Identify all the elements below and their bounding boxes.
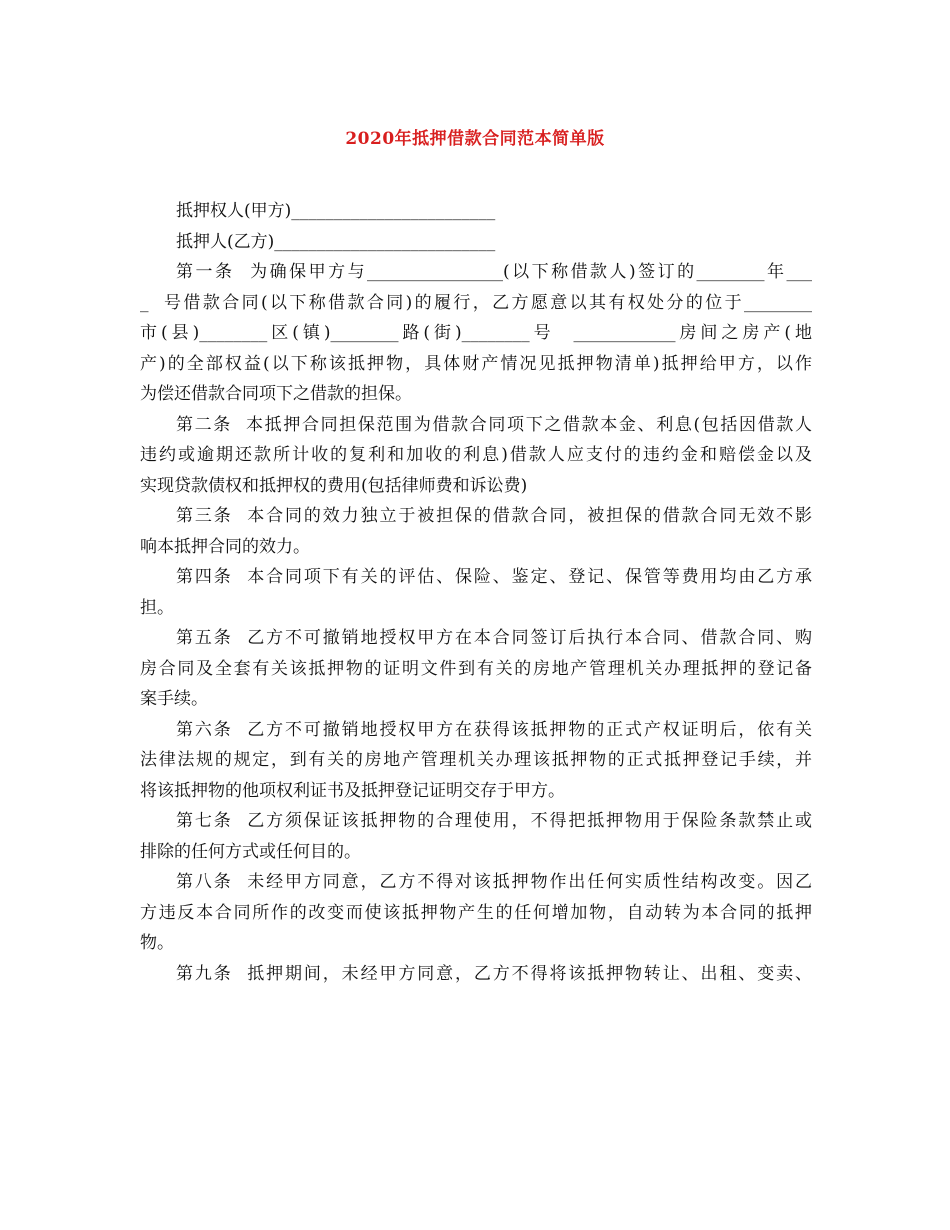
text-line: 抵押人(乙方)__________________________ <box>176 231 496 252</box>
text-line: 第九条 抵押期间，未经甲方同意，乙方不得将该抵押物转让、出租、变卖、 <box>176 963 812 984</box>
text-line: 物。 <box>140 933 174 953</box>
text-line: 响本抵押合同的效力。 <box>140 536 310 557</box>
document-body <box>140 196 812 989</box>
text-line: 产)的全部权益(以下称该抵押物，具体财产情况见抵押物清单)抵押给甲方，以作 <box>140 353 812 374</box>
text-line: 第三条 本合同的效力独立于被担保的借款合同，被担保的借款合同无效不影 <box>176 506 812 526</box>
text-line: 第六条 乙方不可撤销地授权甲方在获得该抵押物的正式产权证明后，依有关 <box>176 719 812 740</box>
text-line: 法律法规的规定，到有关的房地产管理机关办理该抵押物的正式抵押登记手续，并 <box>140 750 812 770</box>
text-line: 方违反本合同所作的改变而使该抵押物产生的任何增加物，自动转为本合同的抵押 <box>140 902 812 923</box>
text-line: 第四条 本合同项下有关的评估、保险、鉴定、登记、保管等费用均由乙方承 <box>176 567 812 587</box>
text-line: 案手续。 <box>140 689 208 709</box>
text-line: _ 号借款合同(以下称借款合同)的履行，乙方愿意以其有权处分的位于________ <box>140 292 812 313</box>
text-line: 市(县)________区(镇)________路(街)________号 ____________房间之房产(地 <box>140 323 812 343</box>
text-line: 实现贷款债权和抵押权的费用(包括律师费和诉讼费) <box>140 475 528 496</box>
text-line: 违约或逾期还款所计收的复利和加收的利息)借款人应支付的违约金和赔偿金以及 <box>140 445 812 465</box>
text-line: 第一条 为确保甲方与________________(以下称借款人)签订的________年___ <box>176 262 812 282</box>
text-line: 第八条 未经甲方同意，乙方不得对该抵押物作出任何实质性结构改变。因乙 <box>176 872 812 892</box>
text-line: 第二条 本抵押合同担保范围为借款合同项下之借款本金、利息(包括因借款人 <box>176 414 812 435</box>
text-line: 第五条 乙方不可撤销地授权甲方在本合同签订后执行本合同、借款合同、购 <box>176 628 812 648</box>
text-line: 排除的任何方式或任何目的。 <box>140 841 361 862</box>
text-line: 为偿还借款合同项下之借款的担保。 <box>140 384 412 404</box>
text-line: 第七条 乙方须保证该抵押物的合理使用，不得把抵押物用于保险条款禁止或 <box>176 811 812 831</box>
document-title: 2020年抵押借款合同范本简单版 <box>345 129 605 149</box>
text-line: 抵押权人(甲方)________________________ <box>176 201 496 221</box>
text-line: 将该抵押物的他项权利证书及抵押登记证明交存于甲方。 <box>140 780 565 801</box>
text-line: 房合同及全套有关该抵押物的证明文件到有关的房地产管理机关办理抵押的登记备 <box>140 658 812 679</box>
text-line: 担。 <box>140 597 174 618</box>
